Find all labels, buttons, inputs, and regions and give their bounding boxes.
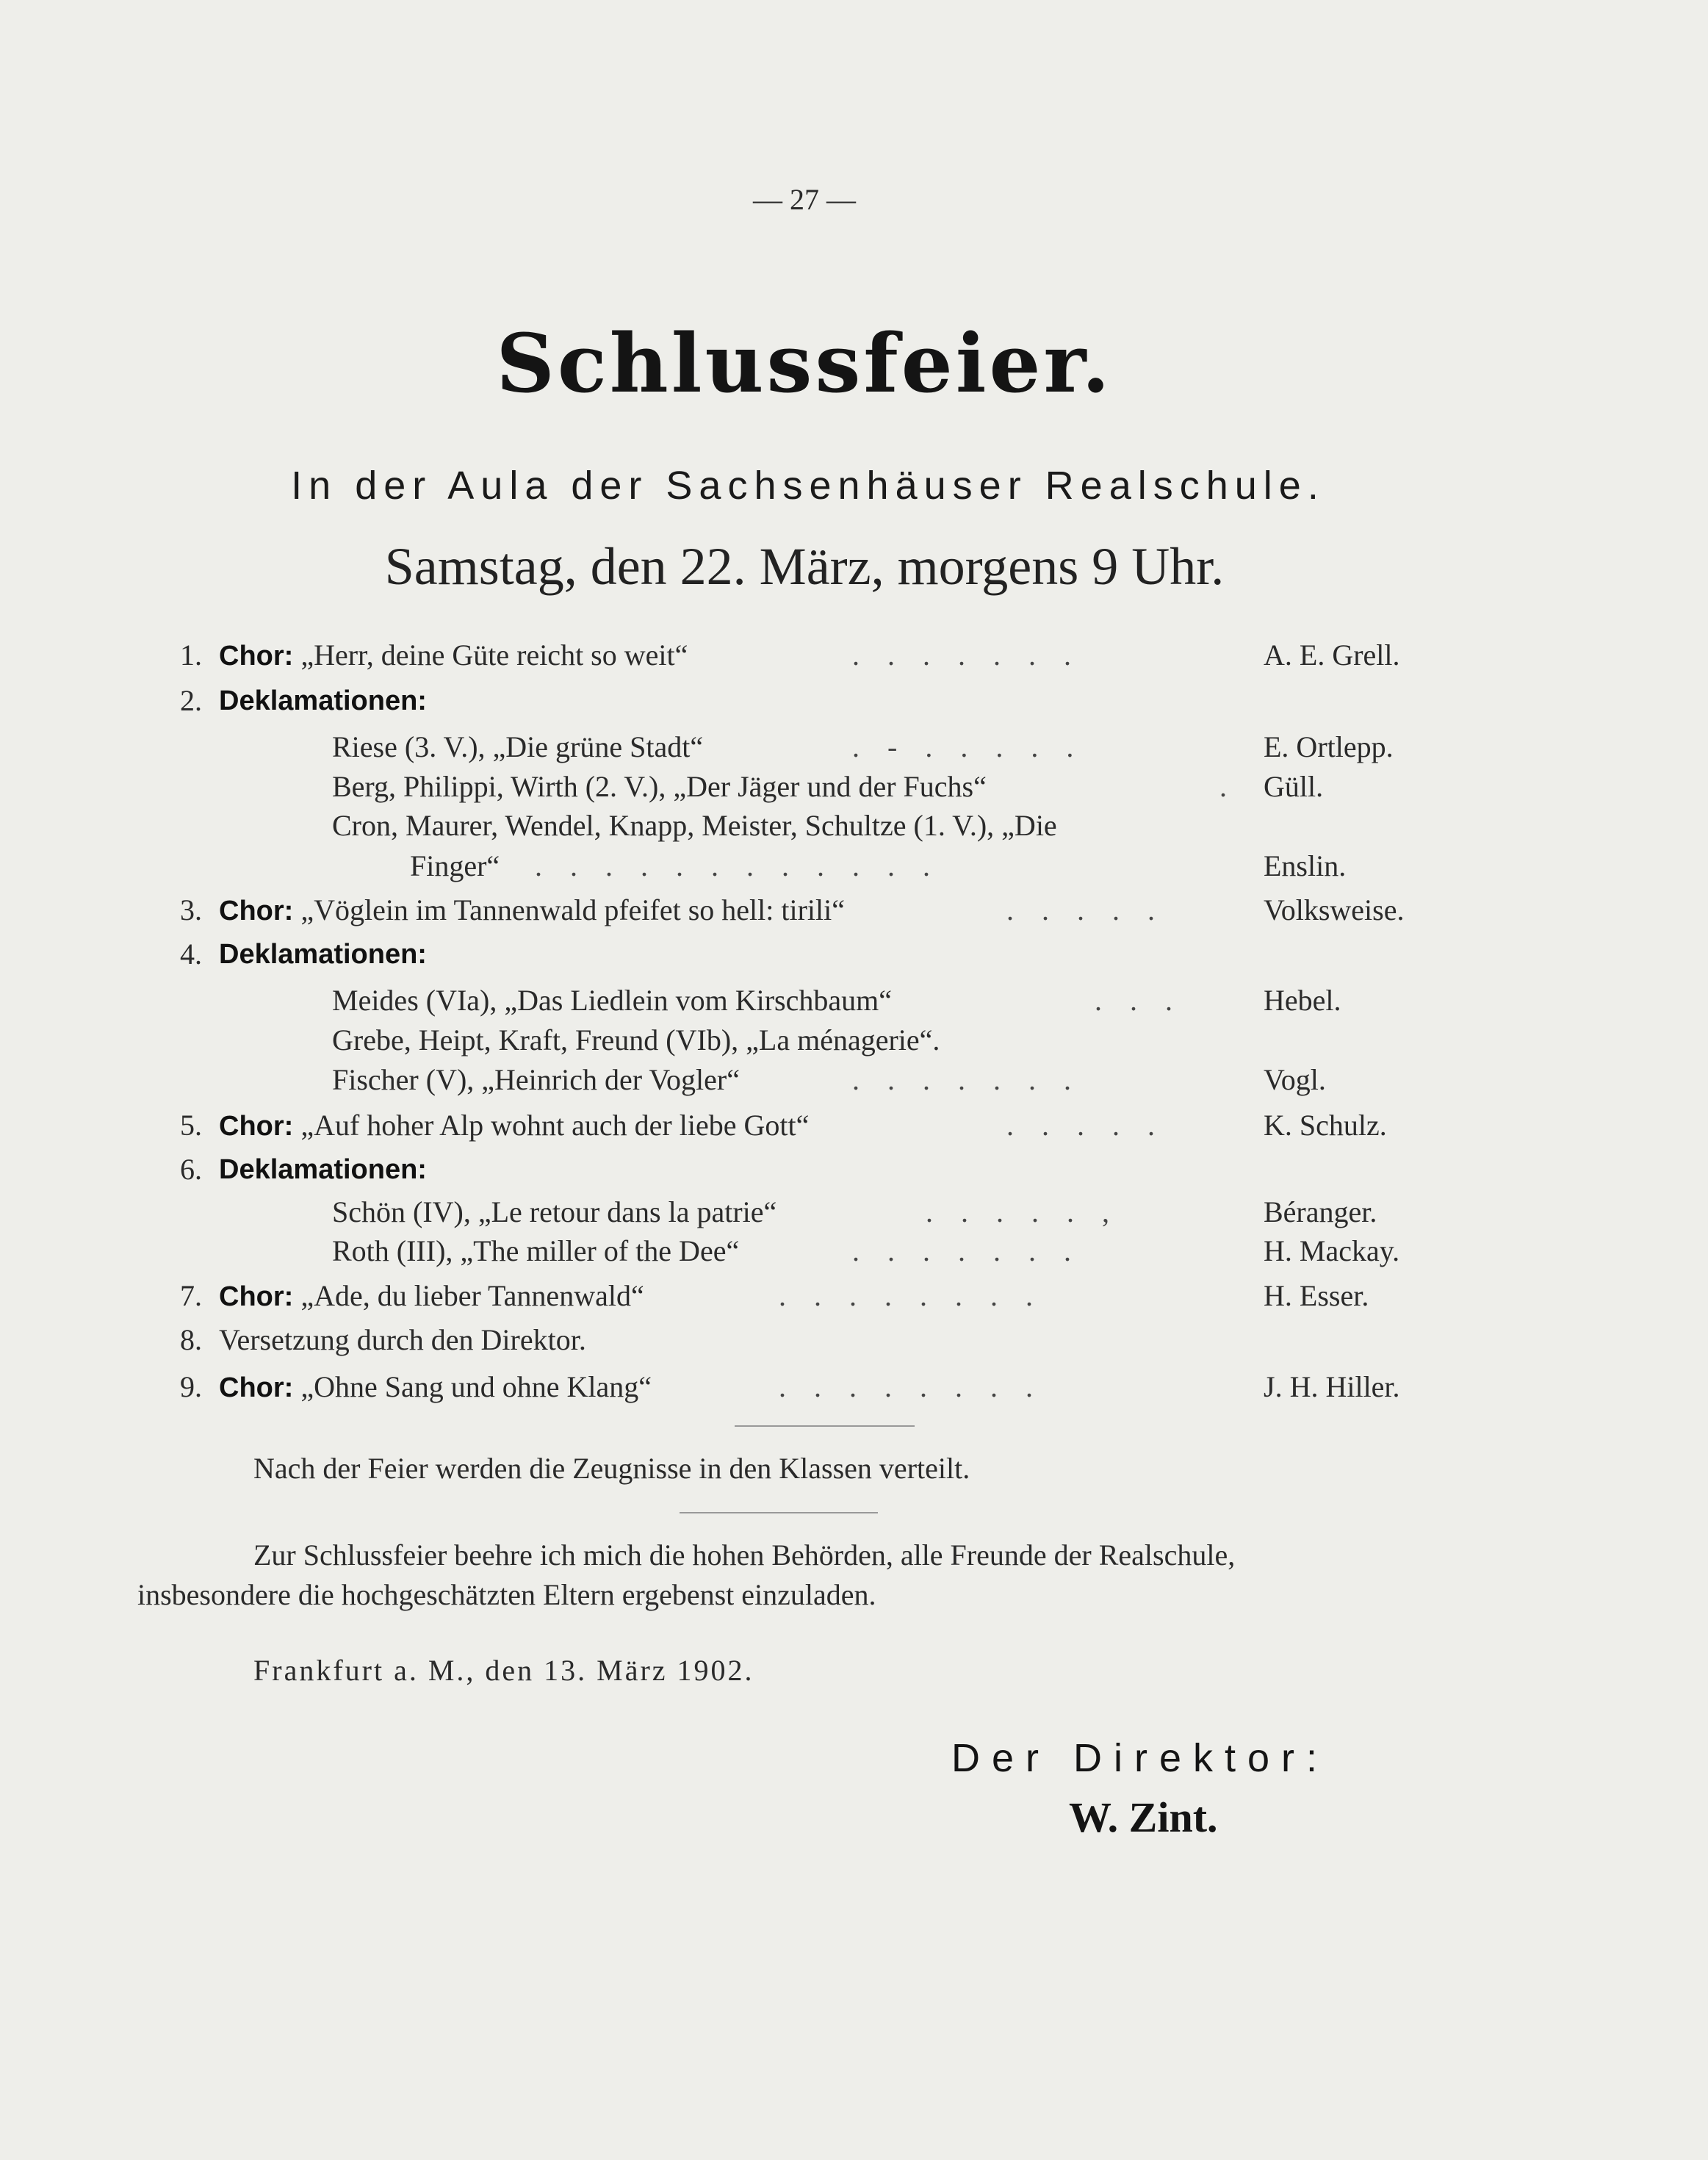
leader-dots: ............ — [535, 849, 958, 882]
leader-dots: ........ — [779, 1279, 1061, 1312]
item-kind: Deklamationen: — [219, 1154, 427, 1185]
item-number: 7. — [180, 1279, 202, 1312]
composer: H. Esser. — [1264, 1279, 1369, 1312]
leader-dots: ....... — [852, 1063, 1099, 1096]
item-kind: Deklamationen: — [219, 685, 427, 716]
declamation-line: Meides (VIa), „Das Liedlein vom Kirschbaum“ — [332, 984, 892, 1017]
item-number: 4. — [180, 937, 202, 971]
item-text: „Ade, du lieber Tannenwald“ — [300, 1279, 644, 1312]
item-number: 2. — [180, 684, 202, 717]
declamation-line: Roth (III), „The miller of the Dee“ — [332, 1234, 740, 1267]
signature-title: Der Direktor: — [951, 1736, 1330, 1780]
item-number: 3. — [180, 893, 202, 926]
composer: Güll. — [1264, 770, 1324, 803]
leader-dots: .-..... — [852, 730, 1102, 763]
item-kind: Deklamationen: — [219, 939, 427, 970]
declamation-line: Berg, Philippi, Wirth (2. V.), „Der Jäger und der Fuchs“ — [332, 770, 987, 803]
declamation-line: Cron, Maurer, Wendel, Knapp, Meister, Schultze (1. V.), „Die — [332, 809, 1057, 842]
declamation-line: Fischer (V), „Heinrich der Vogler“ — [332, 1063, 740, 1096]
declamation-line: Riese (3. V.), „Die grüne Stadt“ — [332, 730, 704, 763]
leader-dots: ..... — [1006, 1109, 1183, 1142]
place-date: Frankfurt a. M., den 13. März 1902. — [253, 1654, 754, 1687]
leader-dots: . — [1219, 770, 1255, 803]
item-kind: Chor: — [219, 641, 294, 672]
program-item-7 — [219, 1278, 644, 1314]
composer: E. Ortlepp. — [1264, 730, 1394, 763]
signature-name: W. Zint. — [1069, 1793, 1218, 1841]
item-number: 1. — [180, 638, 202, 672]
item-number: 8. — [180, 1323, 202, 1356]
leader-dots: ..... — [1006, 893, 1183, 926]
composer: Volksweise. — [1264, 893, 1405, 926]
divider — [680, 1512, 878, 1513]
composer: A. E. Grell. — [1264, 638, 1400, 672]
item-text: „Vöglein im Tannenwald pfeifet so hell: tirili“ — [300, 893, 846, 926]
item-kind: Chor: — [219, 1281, 294, 1312]
divider — [735, 1425, 915, 1427]
note-paragraph: Nach der Feier werden die Zeugnisse in den Klassen verteilt. — [253, 1452, 970, 1485]
program-item-3 — [219, 893, 845, 929]
program-item-1 — [219, 638, 688, 674]
composer: J. H. Hiller. — [1264, 1370, 1400, 1403]
item-kind: Chor: — [219, 1111, 294, 1142]
venue-line: In der Aula der Sachsenhäuser Realschule. — [291, 464, 1325, 508]
page-number: — 27 — — [753, 183, 856, 216]
program-item-5 — [219, 1108, 809, 1144]
leader-dots: ........ — [779, 1370, 1061, 1403]
declamation-line: Grebe, Heipt, Kraft, Freund (VIb), „La ménagerie“. — [332, 1023, 940, 1056]
leader-dots: ... — [1095, 984, 1200, 1017]
item-number: 5. — [180, 1109, 202, 1142]
leader-dots: ....... — [852, 1234, 1099, 1267]
leader-dots: ....., — [926, 1195, 1137, 1228]
declamation-line: Schön (IV), „Le retour dans la patrie“ — [332, 1195, 777, 1228]
item-text: „Ohne Sang und ohne Klang“ — [300, 1370, 652, 1403]
declamation-line: Finger“ — [410, 849, 500, 882]
invitation-line: Zur Schlussfeier beehre ich mich die hohen Behörden, alle Freunde der Realschule, — [253, 1538, 1236, 1572]
composer: H. Mackay. — [1264, 1234, 1400, 1267]
item-number: 9. — [180, 1370, 202, 1403]
composer: Béranger. — [1264, 1195, 1377, 1228]
invitation-line: insbesondere die hochgeschätzten Eltern ergebenst einzuladen. — [137, 1578, 876, 1611]
leader-dots: ....... — [852, 638, 1099, 672]
composer: Vogl. — [1264, 1063, 1326, 1096]
program-item-8: Versetzung durch den Direktor. — [219, 1323, 586, 1356]
item-text: „Auf hoher Alp wohnt auch der liebe Gott“ — [300, 1109, 810, 1142]
composer: K. Schulz. — [1264, 1109, 1387, 1142]
date-line: Samstag, den 22. März, morgens 9 Uhr. — [384, 537, 1225, 596]
program-item-9 — [219, 1369, 652, 1405]
item-kind: Chor: — [219, 896, 294, 926]
page-title: Schlussfeier. — [496, 316, 1113, 411]
item-text: „Herr, deine Güte reicht so weit“ — [300, 638, 688, 672]
item-number: 6. — [180, 1153, 202, 1186]
item-kind: Chor: — [219, 1372, 294, 1403]
composer: Hebel. — [1264, 984, 1341, 1017]
composer: Enslin. — [1264, 849, 1347, 882]
